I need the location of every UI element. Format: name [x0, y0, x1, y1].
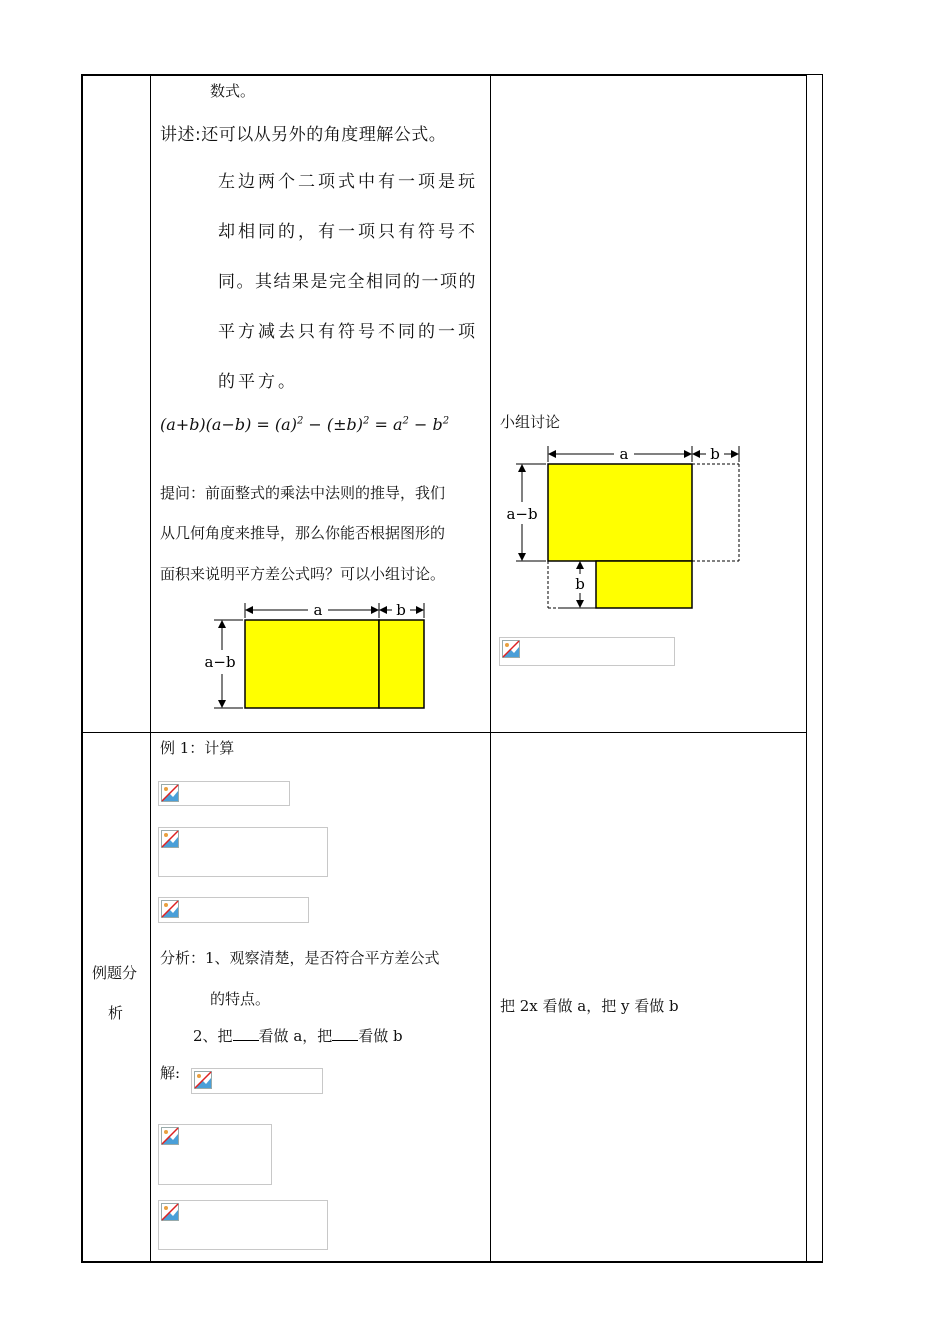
explanation-line: 同。其结果是完全相同的一项的	[218, 272, 477, 292]
solution-label: 解:	[160, 1064, 181, 1082]
right-note: 把 2x 看做 a，把 y 看做 b	[500, 997, 679, 1015]
formula-minus: − b	[408, 415, 443, 434]
fill-blank	[332, 1026, 358, 1041]
table-bottom-border	[81, 1261, 823, 1263]
label-amb: a−b	[506, 505, 538, 523]
rect-extra	[379, 620, 424, 708]
broken-image-icon	[161, 1127, 179, 1145]
outer-right-border	[822, 74, 823, 1263]
formula-eq: = a	[369, 415, 403, 434]
question-line: 从几何角度来推导，那么你能否根据图形的	[160, 524, 446, 542]
rectangle-diagram-right	[500, 440, 750, 615]
row-divider	[81, 732, 807, 733]
formula-exponent: 2	[442, 415, 450, 427]
broken-image-icon	[194, 1071, 212, 1089]
broken-image-placeholder	[499, 637, 675, 666]
broken-image-placeholder	[158, 897, 309, 923]
table-left-border	[81, 74, 83, 1263]
formula-exponent: 2	[402, 415, 409, 427]
broken-image-placeholder	[191, 1068, 323, 1094]
example-title: 例 1：计算	[160, 739, 235, 757]
rect-small	[596, 561, 692, 608]
explanation-line: 左边两个二项式中有一项是玩	[218, 172, 478, 192]
broken-image-icon	[161, 784, 179, 802]
narration-text: 讲述:还可以从另外的角度理解公式。	[160, 125, 447, 145]
section-label-line: 例题分	[92, 964, 138, 982]
explanation-line: 却相同的，有一项只有符号不	[218, 222, 478, 242]
label-a: a	[619, 445, 629, 463]
label-a: a	[313, 601, 323, 619]
group-discussion-title: 小组讨论	[500, 413, 561, 431]
continuation-text: 数式。	[210, 82, 256, 100]
explanation-line: 平方减去只有符号不同的一项	[218, 322, 478, 342]
col-divider-3	[806, 74, 807, 1263]
broken-image-icon	[502, 640, 520, 658]
analysis-part: 看做 b	[358, 1027, 403, 1045]
broken-image-icon	[161, 900, 179, 918]
rectangle-diagram-left	[200, 598, 440, 716]
formula-exponent: 2	[363, 415, 370, 427]
label-b: b	[396, 601, 406, 619]
label-b2: b	[575, 575, 585, 593]
formula-mid: − (±b)	[303, 415, 364, 434]
table-top-border	[81, 74, 807, 76]
broken-image-placeholder	[158, 827, 328, 877]
analysis-part: 2、把	[193, 1027, 233, 1045]
question-line: 提问：前面整式的乘法中法则的推导，我们	[160, 484, 446, 502]
formula	[160, 415, 449, 434]
broken-image-placeholder	[158, 1124, 272, 1185]
col-divider-2	[490, 74, 491, 1263]
broken-image-icon	[161, 830, 179, 848]
analysis-part: 看做 a，把	[258, 1027, 333, 1045]
formula-lhs: (a+b)(a−b) = (a)	[160, 415, 297, 434]
broken-image-placeholder	[158, 1200, 328, 1250]
analysis-line	[193, 1025, 403, 1046]
broken-image-icon	[161, 1203, 179, 1221]
broken-image-placeholder	[158, 781, 290, 806]
label-amb: a−b	[204, 653, 236, 671]
analysis-line: 分析：1、观察清楚，是否符合平方差公式	[160, 949, 440, 967]
section-label-line: 析	[108, 1004, 124, 1022]
rect-large	[548, 464, 692, 561]
rect-main	[245, 620, 379, 708]
formula-exponent: 2	[296, 415, 304, 427]
question-line: 面积来说明平方差公式吗？可以小组讨论。	[160, 565, 446, 583]
analysis-line: 的特点。	[210, 990, 271, 1008]
outer-right-top	[806, 74, 823, 75]
fill-blank	[233, 1026, 259, 1041]
col-divider-1	[150, 74, 151, 1263]
explanation-line: 的平方。	[218, 372, 298, 392]
label-b: b	[710, 445, 720, 463]
